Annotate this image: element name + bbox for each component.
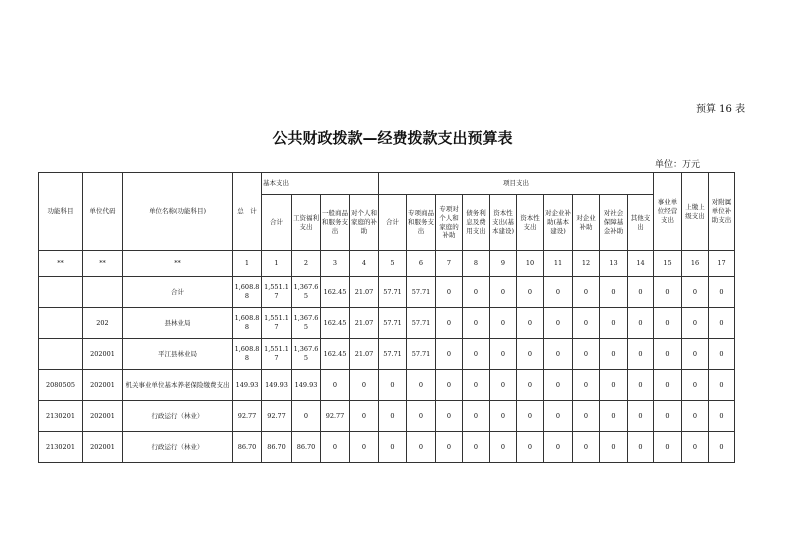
header-other: 其他支出 [628,195,654,251]
value-cell: 0 [517,277,544,308]
func-code-cell: 2130201 [39,432,83,463]
value-cell: 0 [600,401,628,432]
value-cell: 0 [321,432,350,463]
value-cell: 0 [709,308,735,339]
value-cell: 1,608.88 [233,308,262,339]
value-cell: 1,367.65 [292,277,321,308]
value-cell: 1,551.17 [262,277,292,308]
index-cell: 7 [436,251,463,277]
value-cell: 0 [682,277,709,308]
header-enterprise-infra: 对企业补助(基本建设) [544,195,573,251]
value-cell: 0 [463,401,490,432]
table-row [39,370,735,401]
table-row [39,277,735,308]
value-cell: 0 [436,277,463,308]
value-cell: 57.71 [407,277,436,308]
page-title: 公共财政拨款—经费拨款支出预算表 [272,129,513,147]
value-cell: 21.07 [350,277,379,308]
unit-name-cell: 平江县林业局 [123,339,233,370]
header-unit-code: 单位代码 [83,173,123,251]
value-cell: 0 [573,339,600,370]
value-cell: 21.07 [350,308,379,339]
value-cell: 0 [350,432,379,463]
header-general-goods: 一般商品和服务支出 [321,195,350,251]
value-cell: 92.77 [321,401,350,432]
header-individual-subsidy: 对个人和家庭的补助 [350,195,379,251]
value-cell: 0 [654,308,682,339]
value-cell: 1,608.88 [233,277,262,308]
value-cell: 0 [682,339,709,370]
value-cell: 0 [628,277,654,308]
value-cell: 0 [628,339,654,370]
value-cell: 0 [490,401,517,432]
value-cell: 0 [517,432,544,463]
value-cell: 0 [517,401,544,432]
value-cell: 0 [600,432,628,463]
value-cell: 0 [463,308,490,339]
table-code: 预算 16 表 [696,104,746,115]
value-cell: 0 [436,339,463,370]
index-cell: 3 [321,251,350,277]
value-cell: 149.93 [292,370,321,401]
unit-code-cell: 202001 [83,401,123,432]
value-cell: 0 [654,277,682,308]
unit-name-cell: 合计 [123,277,233,308]
value-cell: 0 [600,370,628,401]
value-cell: 57.71 [407,308,436,339]
header-project: 项目支出 [379,173,654,195]
value-cell: 0 [573,401,600,432]
value-cell: 0 [436,308,463,339]
header-unit-name: 单位名称(功能科目) [123,173,233,251]
value-cell: 1,367.65 [292,308,321,339]
value-cell: 0 [517,370,544,401]
value-cell: 57.71 [407,339,436,370]
header-special-goods: 专项商品和服务支出 [407,195,436,251]
value-cell: 0 [436,370,463,401]
value-cell: 0 [654,370,682,401]
unit-name-cell: 行政运行（林业） [123,432,233,463]
index-cell: 5 [379,251,407,277]
value-cell: 92.77 [262,401,292,432]
value-cell: 0 [490,277,517,308]
header-func-code: 功能科目 [39,173,83,251]
value-cell: 0 [517,308,544,339]
value-cell: 86.70 [233,432,262,463]
header-wages: 工资福利支出 [292,195,321,251]
header-basic: 基本支出 [262,173,379,195]
value-cell: 86.70 [262,432,292,463]
unit-code-cell: 202001 [83,432,123,463]
header-social-security: 对社会保障基金补助 [600,195,628,251]
table-row [39,432,735,463]
value-cell: 0 [463,370,490,401]
value-cell: 0 [407,432,436,463]
index-cell: 2 [292,251,321,277]
value-cell: 0 [517,339,544,370]
index-cell: 15 [654,251,682,277]
value-cell: 0 [490,370,517,401]
table-row [39,339,735,370]
unit-label: 单位：万元 [655,160,701,170]
header-proj-total: 合计 [379,195,407,251]
header-affiliated: 对附属单位补助支出 [709,173,735,251]
value-cell: 162.45 [321,277,350,308]
budget-table [38,172,735,463]
value-cell: 0 [573,308,600,339]
value-cell: 0 [709,339,735,370]
func-code-cell [39,339,83,370]
value-cell: 1,551.17 [262,339,292,370]
value-cell: 0 [407,401,436,432]
index-cell: 14 [628,251,654,277]
index-cell: ** [39,251,83,277]
value-cell: 0 [379,401,407,432]
value-cell: 0 [490,308,517,339]
unit-name-cell: 行政运行（林业） [123,401,233,432]
value-cell: 57.71 [379,277,407,308]
value-cell: 1,551.17 [262,308,292,339]
value-cell: 0 [436,401,463,432]
value-cell: 0 [682,401,709,432]
value-cell: 92.77 [233,401,262,432]
value-cell: 0 [709,401,735,432]
value-cell: 0 [600,277,628,308]
value-cell: 0 [573,277,600,308]
value-cell: 149.93 [262,370,292,401]
value-cell: 162.45 [321,308,350,339]
value-cell: 0 [682,432,709,463]
value-cell: 1,608.88 [233,339,262,370]
table-row [39,401,735,432]
index-row [39,251,735,277]
index-cell: 1 [233,251,262,277]
index-cell: 12 [573,251,600,277]
value-cell: 0 [544,401,573,432]
value-cell: 0 [544,277,573,308]
value-cell: 0 [682,370,709,401]
index-cell: 11 [544,251,573,277]
value-cell: 0 [654,401,682,432]
index-cell: 10 [517,251,544,277]
func-code-cell: 2130201 [39,401,83,432]
value-cell: 0 [463,432,490,463]
header-capital-infra: 资本性支出(基本建设) [490,195,517,251]
index-cell: 16 [682,251,709,277]
index-cell: 6 [407,251,436,277]
value-cell: 57.71 [379,339,407,370]
value-cell: 0 [573,370,600,401]
value-cell: 86.70 [292,432,321,463]
value-cell: 0 [573,432,600,463]
value-cell: 0 [628,432,654,463]
value-cell: 0 [407,370,436,401]
func-code-cell [39,277,83,308]
unit-code-cell: 202 [83,308,123,339]
value-cell: 162.45 [321,339,350,370]
unit-code-cell [83,277,123,308]
value-cell: 0 [544,308,573,339]
value-cell: 0 [463,339,490,370]
index-cell: 4 [350,251,379,277]
value-cell: 0 [682,308,709,339]
index-cell: 17 [709,251,735,277]
value-cell: 0 [436,432,463,463]
value-cell: 0 [628,370,654,401]
unit-name-cell: 县林业局 [123,308,233,339]
table-row [39,308,735,339]
value-cell: 0 [379,432,407,463]
value-cell: 0 [292,401,321,432]
value-cell: 0 [709,277,735,308]
value-cell: 149.93 [233,370,262,401]
value-cell: 0 [490,339,517,370]
value-cell: 57.71 [379,308,407,339]
header-public-inst: 事业单位经营支出 [654,173,682,251]
value-cell: 21.07 [350,339,379,370]
value-cell: 0 [654,339,682,370]
index-cell: 9 [490,251,517,277]
value-cell: 0 [350,401,379,432]
unit-name-cell: 机关事业单位基本养老保险缴费支出 [123,370,233,401]
value-cell: 0 [544,432,573,463]
value-cell: 0 [544,339,573,370]
header-total: 总 计 [233,173,262,251]
header-capital: 资本性支出 [517,195,544,251]
value-cell: 0 [321,370,350,401]
value-cell: 0 [709,370,735,401]
index-cell: ** [123,251,233,277]
header-proj-individual: 专项对个人和家庭的补助 [436,195,463,251]
index-cell: ** [83,251,123,277]
value-cell: 0 [490,432,517,463]
index-cell: 1 [262,251,292,277]
index-cell: 13 [600,251,628,277]
value-cell: 0 [628,308,654,339]
header-row-1 [39,173,735,195]
func-code-cell [39,308,83,339]
value-cell: 0 [709,432,735,463]
header-debt-interest: 债务利息及费用支出 [463,195,490,251]
header-enterprise: 对企业补助 [573,195,600,251]
value-cell: 0 [350,370,379,401]
value-cell: 0 [600,339,628,370]
unit-code-cell: 202001 [83,370,123,401]
index-cell: 8 [463,251,490,277]
value-cell: 0 [628,401,654,432]
header-basic-total: 合计 [262,195,292,251]
value-cell: 0 [379,370,407,401]
value-cell: 0 [463,277,490,308]
header-upper: 上缴上级支出 [682,173,709,251]
value-cell: 0 [600,308,628,339]
unit-code-cell: 202001 [83,339,123,370]
func-code-cell: 2080505 [39,370,83,401]
value-cell: 0 [654,432,682,463]
value-cell: 0 [544,370,573,401]
value-cell: 1,367.65 [292,339,321,370]
